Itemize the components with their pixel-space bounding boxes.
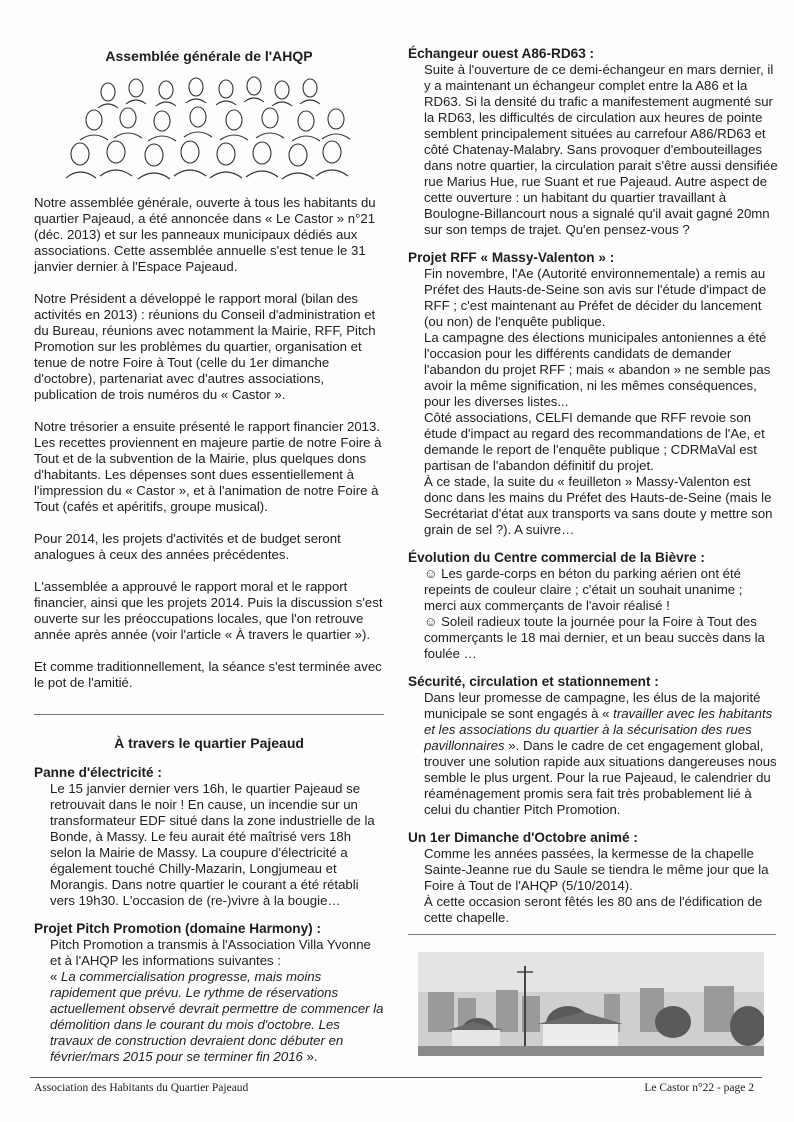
assembly-paragraph: Et comme traditionnellement, la séance s'est terminée avec le pot de l'amitié. [34,659,382,690]
rff-heading: Projet RFF « Massy-Valenton » : [408,250,615,265]
bievre-item: ☺ Soleil radieux toute la journée pour la Foire à Tout des commerçants le 18 mai dernier, et un beau succès dans la foulée … [424,614,765,661]
pitch-intro: Pitch Promotion a transmis à l'Association Villa Yvonne et à l'AHQP les informations suivantes : [50,937,371,968]
bievre-item: ☺ Les garde-corps en béton du parking aérien ont été repeints de couleur claire ; c'était un souhait unanime ; merci aux commerçants de l'avoir réalisé ! [424,566,743,613]
quartier-body [34,765,384,1065]
rff-paragraph: La campagne des élections municipales antoniennes a été l'occasion pour les différents candidats de demander l'abandon du projet RFF ; mais « abandon » ne semble pas avoir la même signification, ni les mêmes conséquences, pour les diverses listes... [424,330,771,409]
dimanche-heading: Un 1er Dimanche d'Octobre animé : [408,830,638,845]
middle-row-heads [80,107,350,141]
rff-paragraph: Côté associations, CELFI demande que RFF revoie son étude d'impact au regard des recommandations de l'Ae, et demande le report de l'enquête publique ; CDRMaVal est partisan de l'abandon définitif du projet. [424,410,765,473]
panne-heading: Panne d'électricité : [34,765,162,780]
rff-paragraph: Fin novembre, l'Ae (Autorité environnementale) a remis au Préfet des Hauts-de-Seine son avis sur l'étude d'impact de RFF ; c'est maintenant au Préfet de décider du lancement (ou non) de l'enquête publique. [424,266,767,329]
dimanche-paragraph: Comme les années passées, la kermesse de la chapelle Sainte-Jeanne rue du Saule se tiendra le même jour que la Foire à Tout de l'AHQP (5/10/2014). [424,846,769,893]
pitch-quote-open: « [50,969,61,984]
assembly-paragraph: Notre trésorier a ensuite présenté le rapport financier 2013. Les recettes proviennent en majeure partie de notre Foire à Tout et de la subvention de la Mairie, plus quelques dons d'habitants. Les dépenses sont dues essentiellement à l'impression du « Castor », et à l'animation de notre Foire à Tout (cafés et apéritifs, groupe musical). [34,419,382,514]
photo-divider [408,934,776,935]
assembly-title: Assemblée générale de l'AHQP [105,48,313,64]
pitch-quote [50,969,384,1065]
back-row-heads [98,77,320,108]
dimanche-paragraph: À cette occasion seront fêtés les 80 ans de l'édification de cette chapelle. [424,894,763,925]
rff-paragraph: À ce stade, la suite du « feuilleton » Massy-Valenton est donc dans les mains du Préfet des Hauts-de-Seine (mais le Secrétariat d'état aux transports va sans doute y mettre son grain de sel ?). A suivre… [424,474,773,537]
footer-page-number: Le Castor n°22 - page 2 [644,1082,754,1094]
securite-text-b: ». Dans le cadre de cet engagement global, trouver une solution rapide aux situations dangereuses nous semble le plus urgent. Pour la rue Pajeaud, le calendrier du réaménagement promis sera fait très probablement lié à celui du chantier Pitch Promotion. [424,738,777,817]
assembly-body [34,195,384,691]
assembly-paragraph: L'assemblée a approuvé le rapport moral et le rapport financier, ainsi que les projets 2014. Puis la discussion s'est ouverte sur les préoccupations locales, que l'on retrouve année après année (voir l'article « À travers le quartier »). [34,579,383,642]
securite-quote: travailler avec les habitants et les associations du quartier à la sécurisation des rues pavillonnaires [424,706,773,753]
assembly-paragraph: Pour 2014, les projets d'activités et de budget seront analogues à ceux des années précédentes. [34,531,341,562]
bievre-heading: Évolution du Centre commercial de la Bièvre : [408,550,705,565]
panne-text: Le 15 janvier dernier vers 16h, le quartier Pajeaud se retrouvait dans le noir ! En cause, un incendie sur un transformateur EDF situé dans la zone industrielle de la Bonde, à Massy. Le feu aurait été maîtrisé vers 18h selon la Mairie de Massy. La coupure d'électricité a également touché Chilly-Mazarin, Longjumeau et Morangis. Dans notre quartier le courant a été rétabli vers 19h30. L'occasion de (re-)vivre à la bougie… [50,781,375,908]
quartier-title: À travers le quartier Pajeaud [114,735,304,751]
echangeur-text: Suite à l'ouverture de ce demi-échangeur en mars dernier, il y a maintenant un échangeur complet entre la A86 et la RD63. Si la densité du trafic a manifestement augmenté sur la RD63, les difficultés de circulation aux heures de pointe semblent principalement situées au carrefour A86/RD63 et côté Chatenay-Malabry. Sans provoquer d'embouteillages dans notre quartier, la circulation parait s'être aussi densifiée rue Marius Hue, rue Suant et rue Pajeaud. Autre aspect de cette ouverture : un habitant du quartier travaillant à Boulogne-Billancourt nous a signalé qu'il avait gagné 20mn sur son temps de trajet. Qu'en pensez-vous ? [424,62,778,237]
section-divider [34,714,384,715]
right-column [408,46,778,926]
securite-text-a: Dans leur promesse de campagne, les élus de la majorité municipale se sont engagés à « [424,690,761,721]
footer-association: Association des Habitants du Quartier Pajeaud [34,1082,249,1094]
pitch-quote-text: La commercialisation progresse, mais moins rapidement que prévu. Le rythme de réservations actuellement observé devrait permettre de commencer la démolition dans le courant du mois d'octobre. Les travaux de construction devraient donc débuter en février/mars 2015 pour se terminer fin 2016 [50,969,384,1064]
crowd-illustration [66,74,356,190]
securite-text [424,690,778,818]
pitch-quote-close: ». [302,1049,318,1064]
assembly-paragraph: Notre assemblée générale, ouverte à tous les habitants du quartier Pajeaud, a été annoncée dans « Le Castor » n°21 (déc. 2013) et sur les panneaux municipaux dédiés aux associations. Cette assemblée annuelle s'est tenue le 31 janvier dernier à l'Espace Pajeaud. [34,195,376,274]
securite-heading: Sécurité, circulation et stationnement : [408,674,659,689]
front-row-heads [66,141,348,179]
footer-rule [30,1077,762,1078]
quartier-photo [418,952,764,1056]
echangeur-heading: Échangeur ouest A86-RD63 : [408,46,595,61]
pitch-heading: Projet Pitch Promotion (domaine Harmony) : [34,921,322,936]
assembly-paragraph: Notre Président a développé le rapport moral (bilan des activités en 2013) : réunions du Conseil d'administration et du Bureau, réunions avec notamment la Mairie, RFF, Pitch Promotion sur les problèmes du quartier, organisation et tenue de notre Foire à Tout (celle du 1er dimanche d'octobre), partenariat avec d'autres associations, publication de trois numéros du « Castor ». [34,291,376,402]
